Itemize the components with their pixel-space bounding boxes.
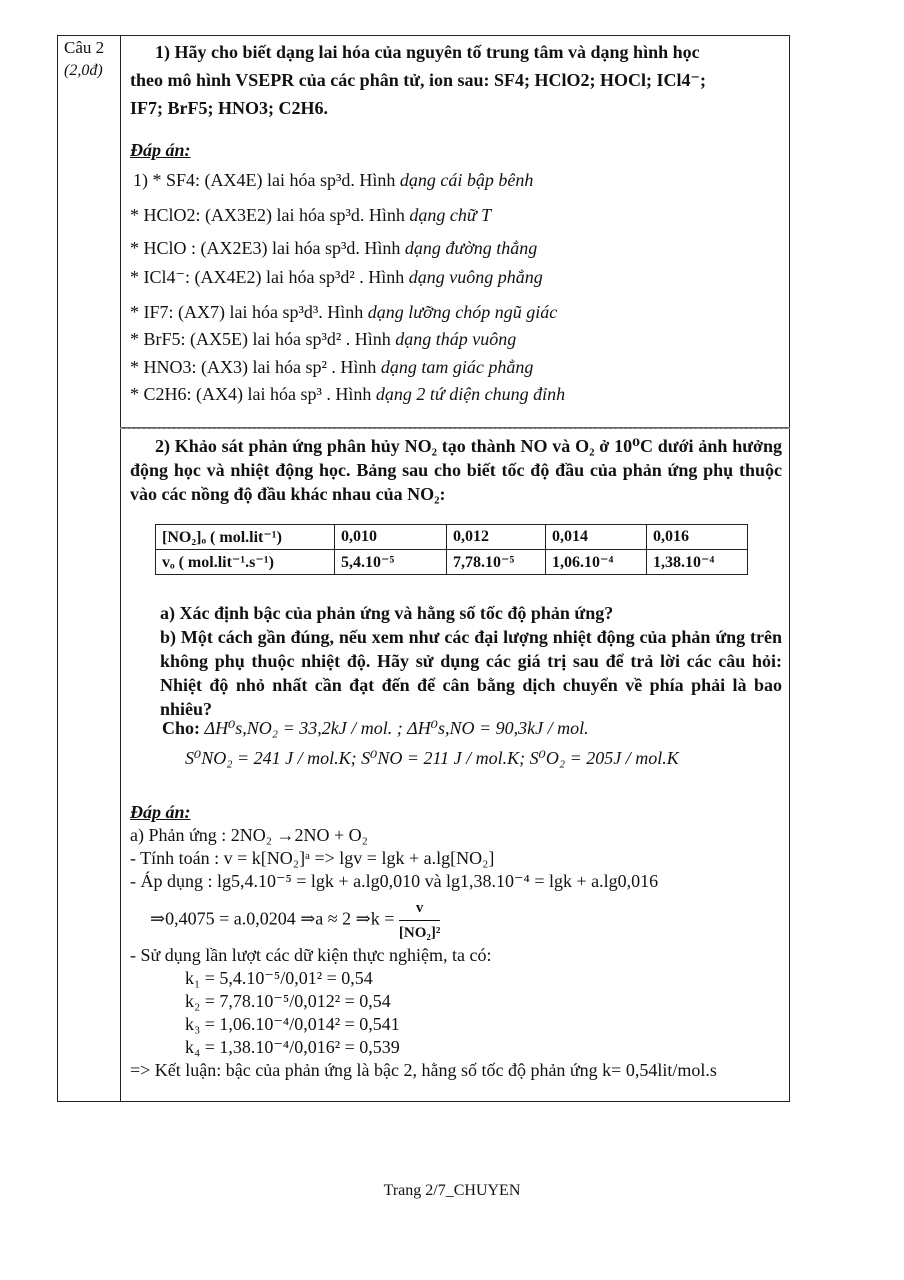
answer-line: * HClO2: (AX3E2) lai hóa sp³d. Hình dạng chữ T [130,205,492,225]
table-cell: 1,38.10⁻⁴ [647,550,748,575]
calc-line: - Tính toán : v = k[NO₂]ᵃ => lgv = lgk + a.lg[NO₂] [130,848,495,868]
given-line-1: Cho: ΔH⁰s,NO₂ = 33,2kJ / mol. ; ΔH⁰s,NO = 90,3kJ / mol. [162,718,589,738]
table-cell: vₒ ( mol.lit⁻¹.s⁻¹) [156,550,335,575]
table-cell: 0,016 [647,525,748,550]
question-a: a) Xác định bậc của phản ứng và hằng số tốc độ phản ứng? [160,603,614,623]
answer-line: * HNO3: (AX3) lai hóa sp² . Hình dạng tam giác phẳng [130,357,534,377]
part2-prompt: 2) Khảo sát phản ứng phân hủy NO₂ tạo thành NO và O₂ ở 10⁰C dưới ảnh hưởng động học và nhiệt động học. Bảng sau cho biết tốc độ đầu của phản ứng phụ thuộc vào các nồng độ đầu khác nhau của NO₂: [130,436,782,504]
question-b: b) Một cách gần đúng, nếu xem như các đại lượng nhiệt động của phản ứng trên không phụ thuộc nhiệt độ. Hãy sử dụng các giá trị sau để trả lời các câu hỏi: Nhiệt độ nhỏ nhất cần đạt đến để cân bằng dịch chuyển về phía phải là bao nhiêu? [160,627,782,719]
k-value: k₁ = 5,4.10⁻⁵/0,01² = 0,54 [185,968,373,988]
table-cell: 1,06.10⁻⁴ [546,550,647,575]
table-row [156,525,748,550]
question-points: (2,0đ) [64,62,103,79]
page-footer: Trang 2/7_CHUYEN [383,1182,521,1199]
answer-line: * BrF5: (AX5E) lai hóa sp³d² . Hình dạng tháp vuông [130,329,517,349]
answer-line: * ICl4⁻: (AX4E2) lai hóa sp³d² . Hình dạng vuông phẳng [130,267,543,287]
part2-answer-heading: Đáp án: [130,802,191,822]
table-cell: 5,4.10⁻⁵ [335,550,447,575]
section-divider [120,427,790,429]
part1-prompt-line-3: IF7; BrF5; HNO3; C2H6. [130,98,328,118]
conclusion: => Kết luận: bậc của phản ứng là bậc 2, hằng số tốc độ phản ứng k= 0,54lit/mol.s [130,1060,717,1080]
part1-answer-heading: Đáp án: [130,140,191,160]
table-cell: 0,010 [335,525,447,550]
answer-line: * HClO : (AX2E3) lai hóa sp³d. Hình dạng đường thẳng [130,238,538,258]
k-value: k₃ = 1,06.10⁻⁴/0,014² = 0,541 [185,1014,400,1034]
k-value: k₂ = 7,78.10⁻⁵/0,012² = 0,54 [185,991,391,1011]
reaction-line: a) Phản ứng : 2NO₂ →2NO + O₂ [130,825,368,845]
rate-data-table [155,524,748,575]
table-cell: [NO₂]ₒ ( mol.lit⁻¹) [156,525,335,550]
given-line-2: S⁰NO₂ = 241 J / mol.K; S⁰NO = 211 J / mol.K; S⁰O₂ = 205J / mol.K [185,748,679,768]
calc-line: ⇒0,4075 = a.0,0204 ⇒a ≈ 2 ⇒k = $\frac{v}{\text{[NO₂]²}}$ [150,896,440,945]
column-divider [120,35,121,1102]
table-cell: 0,014 [546,525,647,550]
part1-prompt-line-1: 1) Hãy cho biết dạng lai hóa của nguyên tố trung tâm và dạng hình học [155,42,700,62]
rate-constant-fraction: $\frac{v}{\text{[NO₂]²}}$ [399,896,440,945]
table-cell: 0,012 [447,525,546,550]
question-label: Câu 2 [64,38,105,57]
calc-line: - Áp dụng : lg5,4.10⁻⁵ = lgk + a.lg0,010 và lg1,38.10⁻⁴ = lgk + a.lg0,016 [130,871,659,891]
table-row [156,550,748,575]
answer-line: * IF7: (AX7) lai hóa sp³d³. Hình dạng lưỡng chóp ngũ giác [130,302,558,322]
part1-prompt-line-2: theo mô hình VSEPR của các phân tử, ion sau: SF4; HClO2; HOCl; ICl4⁻; [130,70,707,90]
table-cell: 7,78.10⁻⁵ [447,550,546,575]
answer-line: 1) * SF4: (AX4E) lai hóa sp³d. Hình dạng cái bập bênh [133,170,534,190]
answer-line: * C2H6: (AX4) lai hóa sp³ . Hình dạng 2 tứ diện chung đỉnh [130,384,566,404]
k-value: k₄ = 1,38.10⁻⁴/0,016² = 0,539 [185,1037,400,1057]
calc-line: - Sử dụng lần lượt các dữ kiện thực nghiệm, ta có: [130,945,492,965]
